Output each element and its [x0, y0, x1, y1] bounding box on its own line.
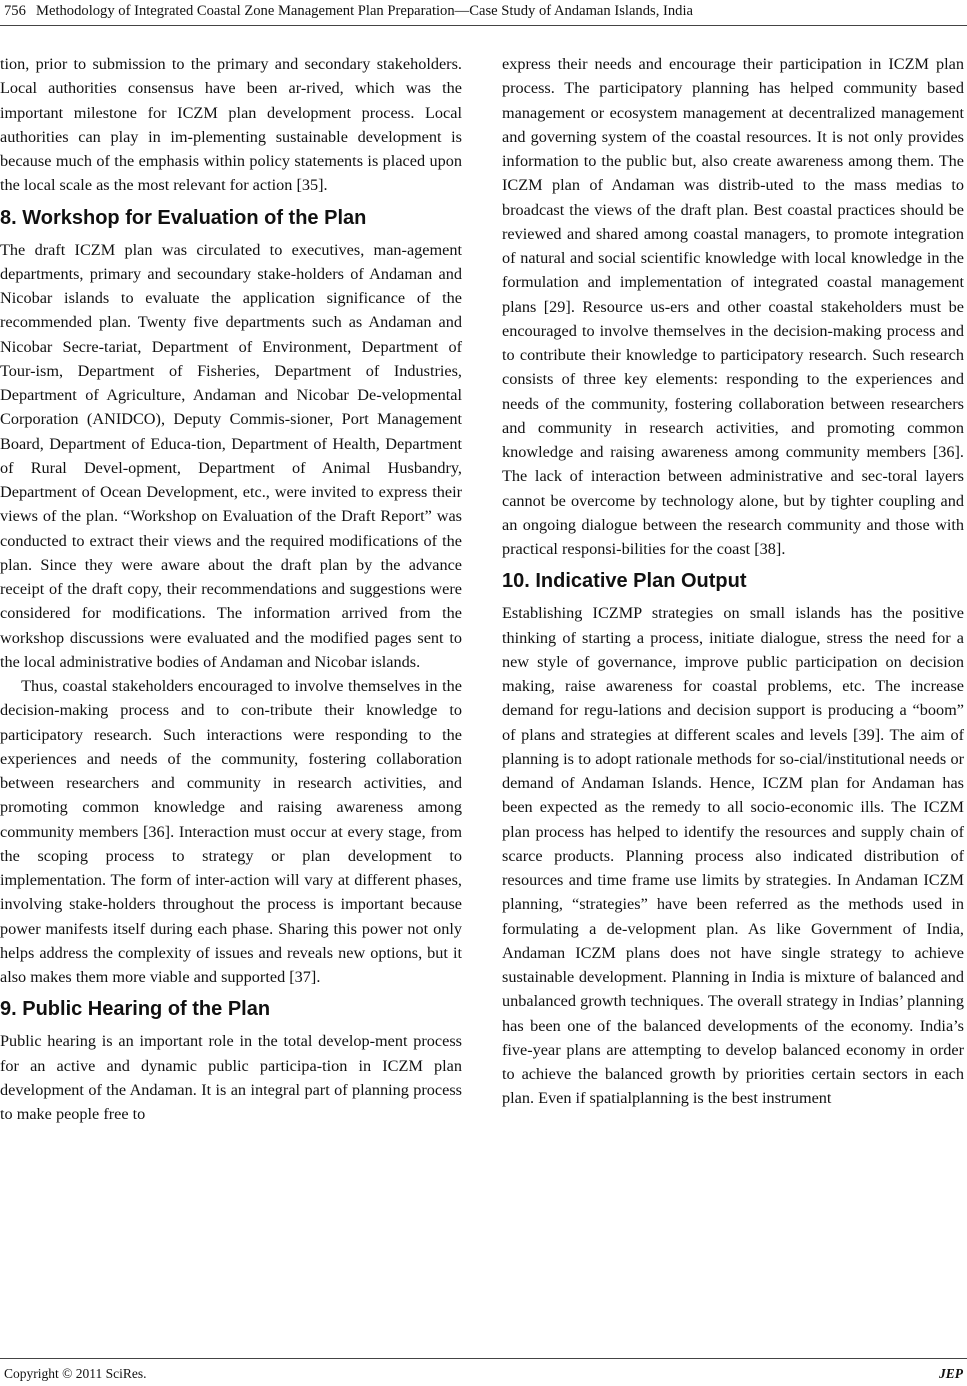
paragraph-continued: tion, prior to submission to the primary and secondary stakeholders. Local authorities consensus have been ar-rived, which was the important milestone for ICZM plan development process. Local authorities can play in im-plementing sustainable development is because much of the emphasis within policy statements is placed upon the local scale as the most relevant for action [35]. — [0, 55, 462, 195]
running-header — [0, 0, 967, 22]
running-title: Methodology of Integrated Coastal Zone Management Plan Preparation—Case Study of Andaman Islands, India — [36, 3, 693, 19]
paragraph-8-2: Thus, coastal stakeholders encouraged to involve themselves in the decision-making process and to con-tribute their knowledge to participatory research. Such interactions were responding to the experiences and needs of the community, fostering collaboration between researchers and community in research activities, and promoting common knowledge and raising awareness among community members [36]. Interaction must occur at every stage, from the scoping process to strategy or plan development to implementation. The form of inter-action will vary at different phases, involving stake-holders throughout the process is important because power manifests itself during each phase. Sharing this power not only helps address the complexity of issues and reveals new options, but it also makes them more viable and supported [37]. — [0, 677, 462, 986]
left-column — [0, 52, 462, 1126]
page-number: 756 — [4, 3, 26, 19]
journal-abbreviation: JEP — [938, 1366, 963, 1381]
footer-rule — [0, 1358, 967, 1359]
page-footer — [0, 1364, 967, 1384]
header-rule — [0, 25, 967, 26]
section-heading-8: 8. Workshop for Evaluation of the Plan — [0, 206, 367, 229]
section-heading-9: 9. Public Hearing of the Plan — [0, 998, 271, 1021]
right-column — [502, 52, 964, 1111]
paragraph-9-continued: express their needs and encourage their participation in ICZM plan process. The participatory planning has helped community based management or ecosystem management at decentralized management and governing system of the coastal resources. It is not only provides information to the public but, also create awareness among them. The ICZM plan of Andaman was distrib-uted to the mass medias to broadcast the views of the draft plan. Best coastal practices should be reviewed and shared among coastal managers, to promote integration of natural and social scientific knowledge with local knowledge in the formulation and implementation of integrated coastal management plans [29]. Resource us-ers and other coastal stakeholders must be encouraged to involve themselves in the decision-making process and to contribute their knowledge to participatory research. Such research consists of three key elements: responding to the experiences and needs of the community, fostering collaboration between researchers and community in research activities, and promoting common knowledge and raising awareness among community members [36]. The lack of interaction between administrative and sec-toral layers cannot be overcome by technology alone, but by tighter coupling and an ongoing dialogue between the research community and those with practical responsi-bilities for the coast [38]. — [502, 55, 964, 558]
copyright-notice: Copyright © 2011 SciRes. — [4, 1366, 147, 1381]
paragraph-8-1: The draft ICZM plan was circulated to executives, man-agement departments, primary and secoundary stake-holders of Andaman and Nicobar islands to evaluate the application significance of the recommended plan. Twenty five departments such as Andaman and Nicobar Secre-tariat, Department of Environment, Department of Tour-ism, Department of Fisheries, Department of Industries, Department of Agriculture, Andaman and Nicobar De-velopmental Corporation (ANIDCO), Deputy Commis-sioner, Port Management Board, Department of Educa-tion, Department of Health, Department of Rural Devel-opment, Department of Animal Husbandry, Department of Ocean Development, etc., were invited to express their views of the plan. “Workshop on Evaluation of the Draft Report” was conducted to extract their views and the required modifications of the plan. Since they were aware about the draft plan by the advance receipt of the draft copy, their recommendations and suggestions were considered for modifications. The information arrived from the workshop discussions were evaluated and the modified pages sent to the local administrative bodies of Andaman and Nicobar islands. — [0, 240, 462, 671]
section-heading-10: 10. Indicative Plan Output — [502, 570, 747, 593]
paragraph-9-1: Public hearing is an important role in the total develop-ment process for an active and dynamic public participa-tion in ICZM plan development of the Andaman. It is an integral part of planning process to make people free to — [0, 1032, 462, 1123]
paragraph-10-1: Establishing ICZMP strategies on small islands has the positive thinking of starting a process, initiate dialogue, stress the need for a new style of governance, improve public participation on decision making, raise awareness for coastal problems, etc. The increase demand for regu-lations and decision support is producing a “boom” of plans and strategies at different scales and levels [39]. The aim of planning is to adopt rationale methods for so-cial/institutional needs or demand of Andaman Islands. Hence, ICZM plan for Andaman has been expected as the remedy to all socio-economic ills. The ICZM plan process has helped to identify the resources and supply chain of scarce products. Planning process also indicated distribution of resources and time frame use limits by strategies. In Andaman ICZM planning, “strategies” have been referred as the methods used in formulating a de-velopment plan. As like Government of India, Andaman ICZM plans does not have single strategy to achieve sustainable development. Planning in India is mixture of balanced and unbalanced growth techniques. The overall strategy in Indias’ planning has been one of the balanced developments of the economy. India’s five-year plans are attempting to develop balanced economy in order to achieve the balanced growth by priorities certain sectors in each plan. Even if spatialplanning is the best instrument — [502, 604, 964, 1108]
